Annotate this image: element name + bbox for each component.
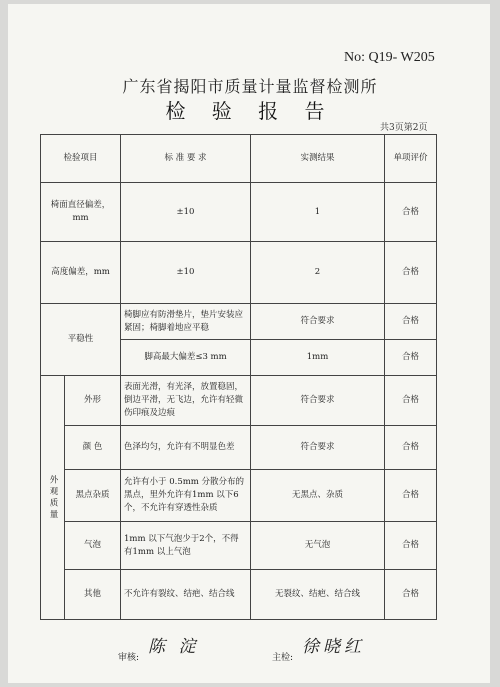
table-row [41,426,437,470]
row-judgement: 合格 [385,376,437,426]
row-result: 符合要求 [251,426,385,470]
inspection-table [40,134,437,620]
row-item: 气泡 [65,522,121,570]
group-label: 外观质量 [41,376,65,620]
row-judgement: 合格 [385,183,437,242]
row-item: 其他 [65,570,121,620]
header-standard: 标 准 要 求 [121,135,251,183]
row-judgement: 合格 [385,426,437,470]
row-standard: 脚高最大偏差≤3 mm [121,340,251,376]
header-item: 检验项目 [41,135,121,183]
row-result: 2 [251,242,385,304]
row-judgement: 合格 [385,242,437,304]
row-result: 无黑点、杂质 [251,470,385,522]
row-judgement: 合格 [385,304,437,340]
inspector-label: 主检: [272,653,294,663]
row-item: 颜 色 [65,426,121,470]
row-judgement: 合格 [385,570,437,620]
header-result: 实测结果 [251,135,385,183]
row-judgement: 合格 [385,340,437,376]
organization-name: 广东省揭阳市质量计量监督检测所 [122,77,378,96]
reviewer-label: 审核: [118,653,140,663]
row-standard: ±10 [121,242,251,304]
row-result: 符合要求 [251,376,385,426]
inspector-signature: 徐晓红 [302,637,365,657]
reviewer-signature: 陈 淀 [148,637,200,657]
row-result: 无裂纹、结疤、结合线 [251,570,385,620]
row-item: 黑点杂质 [65,470,121,522]
row-result: 无气泡 [251,522,385,570]
report-number: No: Q19- W205 [344,50,435,65]
row-item: 平稳性 [41,304,121,376]
table-row [41,522,437,570]
row-judgement: 合格 [385,470,437,522]
row-judgement: 合格 [385,522,437,570]
table-row [41,376,437,426]
row-standard: 1mm 以下气泡少于2个，不得有1mm 以上气泡 [121,522,251,570]
row-item: 椅面直径偏差，mm [41,183,121,242]
table-row [41,470,437,522]
report-title: 检 验 报 告 [165,99,335,123]
table-row [41,242,437,304]
row-standard: 允许有小于 0.5mm 分散分布的黑点，里外允许有1mm 以下6个，不允许有穿透性杂质 [121,470,251,522]
row-item: 外形 [65,376,121,426]
row-standard: 色泽均匀，允许有不明显色差 [121,426,251,470]
row-result: 1 [251,183,385,242]
row-standard: 表面光滑，有光泽，放置稳固，倒边平滑，无飞边，允许有轻微伤印痕及边痕 [121,376,251,426]
table-header-row [41,135,437,183]
row-standard: 不允许有裂纹、结疤、结合线 [121,570,251,620]
table-row [41,304,437,340]
page-info: 共3页第2页 [380,123,428,133]
row-result: 符合要求 [251,304,385,340]
row-standard: 椅脚应有防滑垫片，垫片安装应紧固；椅脚着地应平稳 [121,304,251,340]
row-item: 高度偏差，mm [41,242,121,304]
table-row [41,183,437,242]
table-row [41,570,437,620]
row-result: 1mm [251,340,385,376]
row-standard: ±10 [121,183,251,242]
header-judgement: 单项评价 [385,135,437,183]
